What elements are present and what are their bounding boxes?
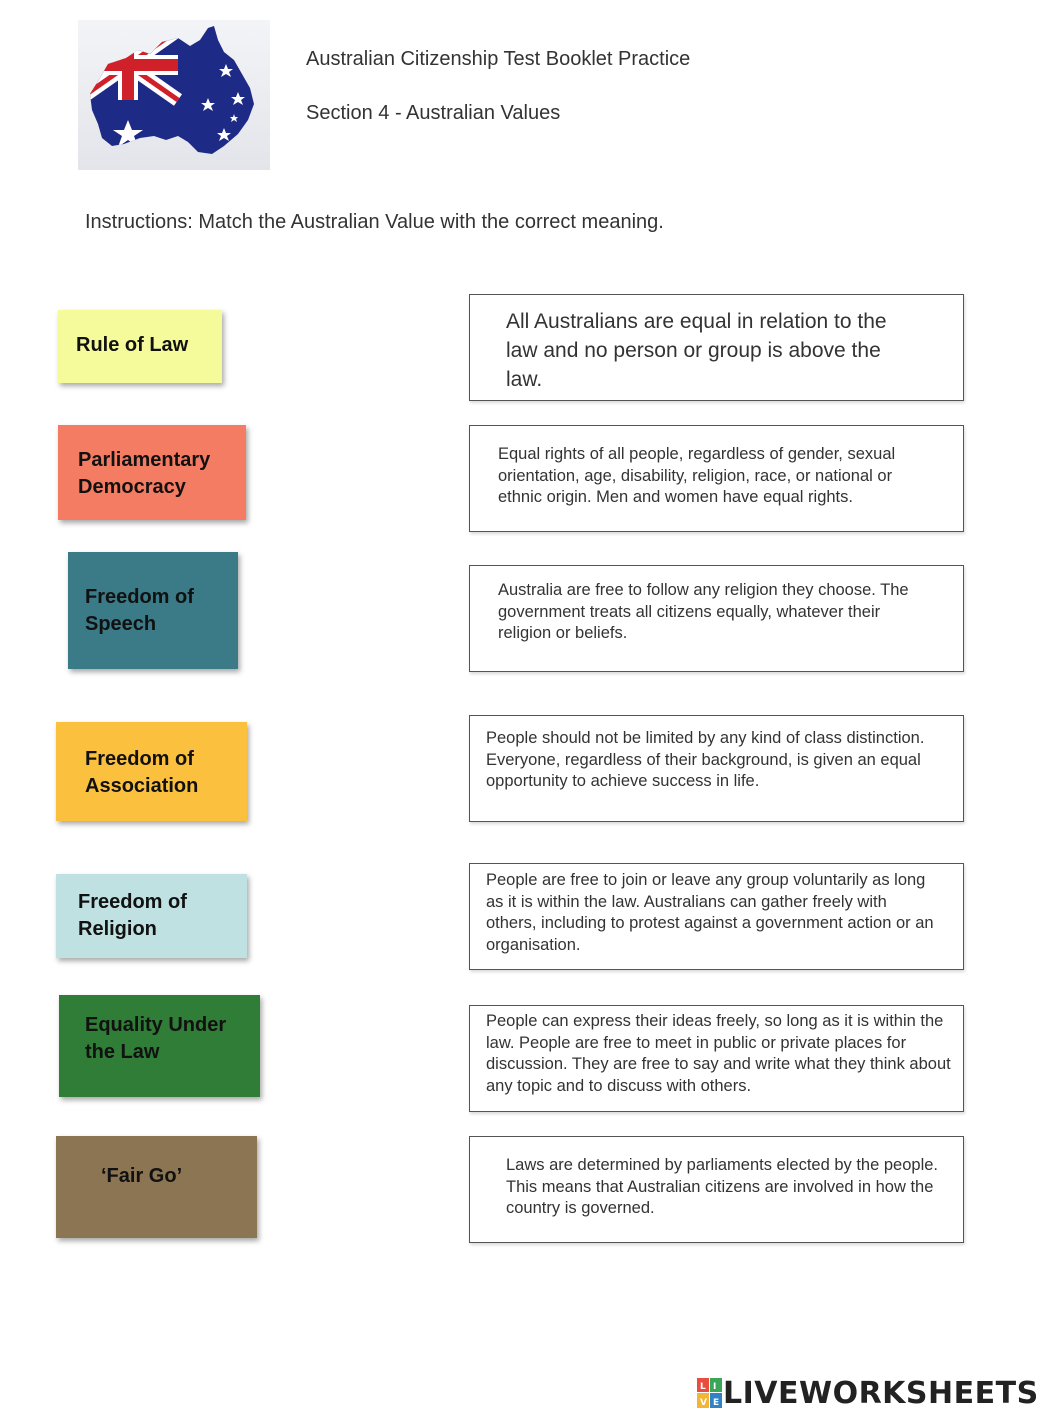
value-label: ‘Fair Go’ (101, 1165, 183, 1187)
svg-text:E: E (713, 1398, 720, 1408)
meaning-box-4[interactable] (469, 715, 964, 822)
brand-name: LIVEWORKSHEETS (723, 1375, 1039, 1411)
svg-text:V: V (700, 1398, 707, 1408)
meaning-text: Equal rights of all people, regardless of gender, sexual orientation, age, disability, religion, race, or national or ethnic origin. Men and women have equal rights. (498, 445, 896, 506)
value-card-parliamentary-democracy[interactable] (58, 425, 246, 520)
value-label: Parliamentary Democracy (78, 449, 211, 498)
meaning-box-1[interactable] (469, 294, 964, 401)
meaning-text: Laws are determined by parliaments elected by the people. This means that Australian citizens are involved in how the country is governed. (506, 1156, 939, 1217)
value-label: Freedom of Religion (78, 891, 187, 940)
value-card-fair-go[interactable] (56, 1136, 257, 1238)
meaning-text: Australia are free to follow any religion they choose. The government treats all citizens equally, whatever their religion or beliefs. (498, 581, 909, 642)
svg-text:I: I (713, 1382, 717, 1392)
value-label: Freedom of Speech (85, 586, 194, 635)
svg-text:L: L (700, 1382, 706, 1392)
value-label: Rule of Law (76, 334, 189, 356)
value-card-equality-under-the-law[interactable] (59, 995, 260, 1097)
meaning-box-3[interactable] (469, 565, 964, 672)
meaning-box-6[interactable] (469, 1005, 964, 1112)
value-card-freedom-of-religion[interactable] (56, 874, 247, 958)
section-title: Section 4 - Australian Values (306, 102, 561, 124)
instructions-text: Instructions: Match the Australian Value with the correct meaning. (85, 211, 664, 233)
meaning-box-7[interactable] (469, 1136, 964, 1243)
value-card-freedom-of-association[interactable] (56, 722, 247, 821)
value-label: Freedom of Association (85, 748, 199, 797)
liveworksheets-logo (697, 1376, 1039, 1410)
australia-map-icon (78, 20, 270, 170)
value-card-freedom-of-speech[interactable] (68, 552, 238, 669)
meaning-text: People should not be limited by any kind of class distinction. Everyone, regardless of their background, is given an equal opportunity to achieve success in life. (486, 729, 925, 790)
value-label: Equality Under the Law (85, 1014, 227, 1063)
meaning-box-2[interactable] (469, 425, 964, 532)
meaning-text: People are free to join or leave any group voluntarily as long as it is within the law. Australians can gather freely with others, including to protest against a government action or an organisation. (486, 871, 934, 954)
australia-flag-map-logo (78, 20, 270, 170)
meaning-text: All Australians are equal in relation to the law and no person or group is above the law. (506, 310, 887, 391)
meaning-text: People can express their ideas freely, so long as it is within the law. People are free to meet in public or private places for discussion. They are free to say and write what they think about any topic and to discuss with others. (486, 1012, 951, 1095)
meaning-box-5[interactable] (469, 863, 964, 970)
value-card-rule-of-law[interactable] (58, 310, 222, 383)
liveworksheets-icon (697, 1378, 723, 1408)
page-title: Australian Citizenship Test Booklet Practice (306, 48, 691, 70)
